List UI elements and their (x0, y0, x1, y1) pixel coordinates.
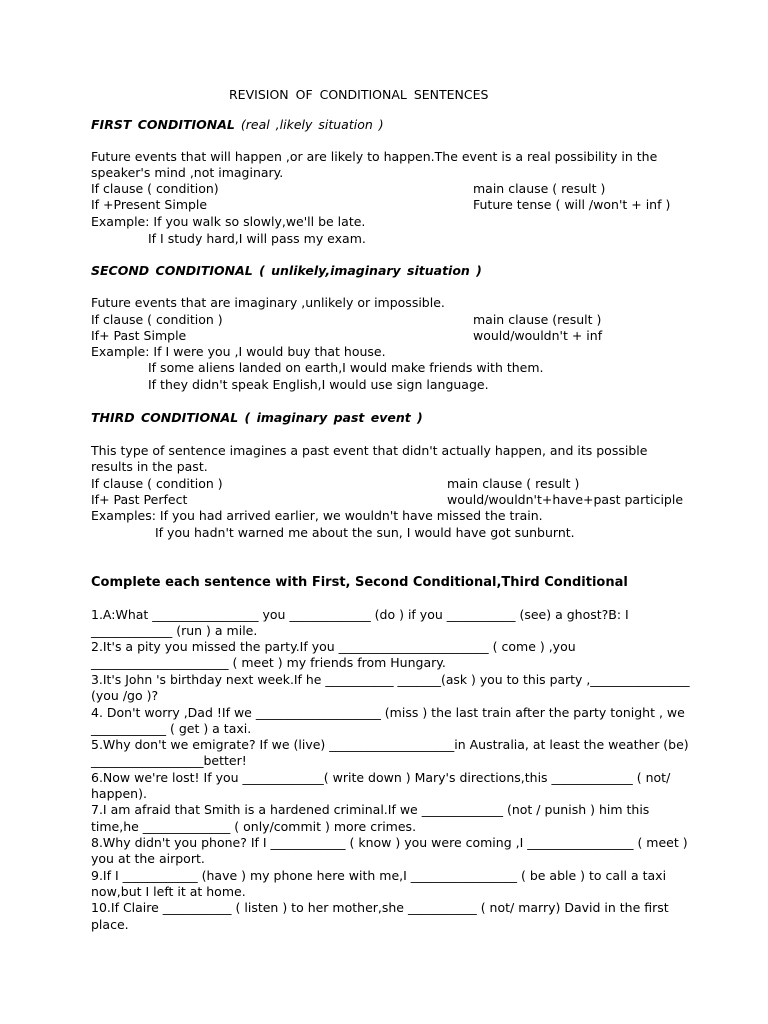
exercise-line: place. (91, 917, 129, 932)
exercise-line: happen). (91, 786, 147, 801)
first-if-form: If +Present Simple (91, 197, 208, 212)
third-if-form: If+ Past Perfect (91, 492, 188, 507)
first-main-form: Future tense ( will /won't + inf ) (473, 197, 671, 212)
exercise-line: 2.It's a pity you missed the party.If you ________________________ ( come ) ,you (91, 639, 576, 654)
exercise-line: 8.Why didn't you phone? If I ____________ ( know ) you were coming ,I _________________ ( meet ) (91, 835, 688, 850)
second-example-3: If they didn't speak English,I would use sign language. (148, 377, 489, 392)
second-conditional-heading: SECOND CONDITIONAL ( unlikely,imaginary situation ) (91, 263, 482, 278)
third-desc-line-1: This type of sentence imagines a past event that didn't actually happen, and its possible (91, 443, 648, 458)
exercise-line: (you /go )? (91, 688, 159, 703)
third-main-clause-label: main clause ( result ) (447, 476, 580, 491)
exercise-line: 5.Why don't we emigrate? If we (live) ____________________in Australia, at least the weather (be) (91, 737, 689, 752)
third-example-2: If you hadn't warned me about the sun, I would have got sunburnt. (155, 525, 575, 540)
first-main-clause-label: main clause ( result ) (473, 181, 606, 196)
third-example-1: Examples: If you had arrived earlier, we wouldn't have missed the train. (91, 508, 543, 523)
exercise-line: 6.Now we're lost! If you _____________( write down ) Mary's directions,this _____________ ( not/ (91, 770, 671, 785)
exercise-line: 10.If Claire ___________ ( listen ) to her mother,she ___________ ( not/ marry) David in the first (91, 900, 669, 915)
second-main-form: would/wouldn't + inf (473, 328, 603, 343)
first-example-2: If I study hard,I will pass my exam. (148, 231, 366, 246)
first-conditional-heading (91, 117, 384, 133)
exercise-line: ____________ ( get ) a taxi. (91, 721, 252, 736)
exercise-instruction: Complete each sentence with First, Second Conditional,Third Conditional (91, 575, 628, 590)
exercise-line: 4. Don't worry ,Dad !If we ____________________ (miss ) the last train after the party tonight , we (91, 705, 685, 720)
second-example-2: If some aliens landed on earth,I would make friends with them. (148, 360, 544, 375)
second-desc: Future events that are imaginary ,unlikely or impossible. (91, 295, 445, 310)
exercise-line: 3.It's John 's birthday next week.If he ___________ _______(ask ) you to this party ,________________ (91, 672, 690, 687)
third-desc-line-2: results in the past. (91, 459, 208, 474)
second-example-1: Example: If I were you ,I would buy that house. (91, 344, 386, 359)
exercise-line: 9.If I ____________ (have ) my phone here with me,I _________________ ( be able ) to call a taxi (91, 868, 667, 883)
second-if-clause-label: If clause ( condition ) (91, 312, 223, 327)
exercise-line: _____________ (run ) a mile. (91, 623, 258, 638)
third-conditional-heading: THIRD CONDITIONAL ( imaginary past event ) (91, 410, 423, 425)
third-main-form: would/wouldn't+have+past participle (447, 492, 684, 507)
first-desc-line-2: speaker's mind ,not imaginary. (91, 165, 284, 180)
exercise-line: ______________________ ( meet ) my friends from Hungary. (91, 655, 446, 670)
first-conditional-heading-bold: FIRST CONDITIONAL (91, 117, 235, 132)
exercise-line: now,but I left it at home. (91, 884, 246, 899)
second-main-clause-label: main clause (result ) (473, 312, 602, 327)
exercise-line: time,he ______________ ( only/commit ) more crimes. (91, 819, 417, 834)
first-desc-line-1: Future events that will happen ,or are likely to happen.The event is a real possibility in the (91, 149, 658, 164)
exercise-line: you at the airport. (91, 851, 205, 866)
exercise-line: 1.A:What _________________ you _____________ (do ) if you ___________ (see) a ghost?B: I (91, 607, 629, 622)
second-if-form: If+ Past Simple (91, 328, 187, 343)
exercise-line: __________________better! (91, 753, 247, 768)
third-if-clause-label: If clause ( condition ) (91, 476, 223, 491)
exercise-line: 7.I am afraid that Smith is a hardened criminal.If we _____________ (not / punish ) him this (91, 802, 650, 817)
first-example-1: Example: If you walk so slowly,we'll be late. (91, 214, 366, 229)
first-if-clause-label: If clause ( condition) (91, 181, 219, 196)
first-conditional-heading-rest: (real ,likely situation ) (234, 117, 384, 132)
page-title: REVISION OF CONDITIONAL SENTENCES (229, 87, 489, 102)
